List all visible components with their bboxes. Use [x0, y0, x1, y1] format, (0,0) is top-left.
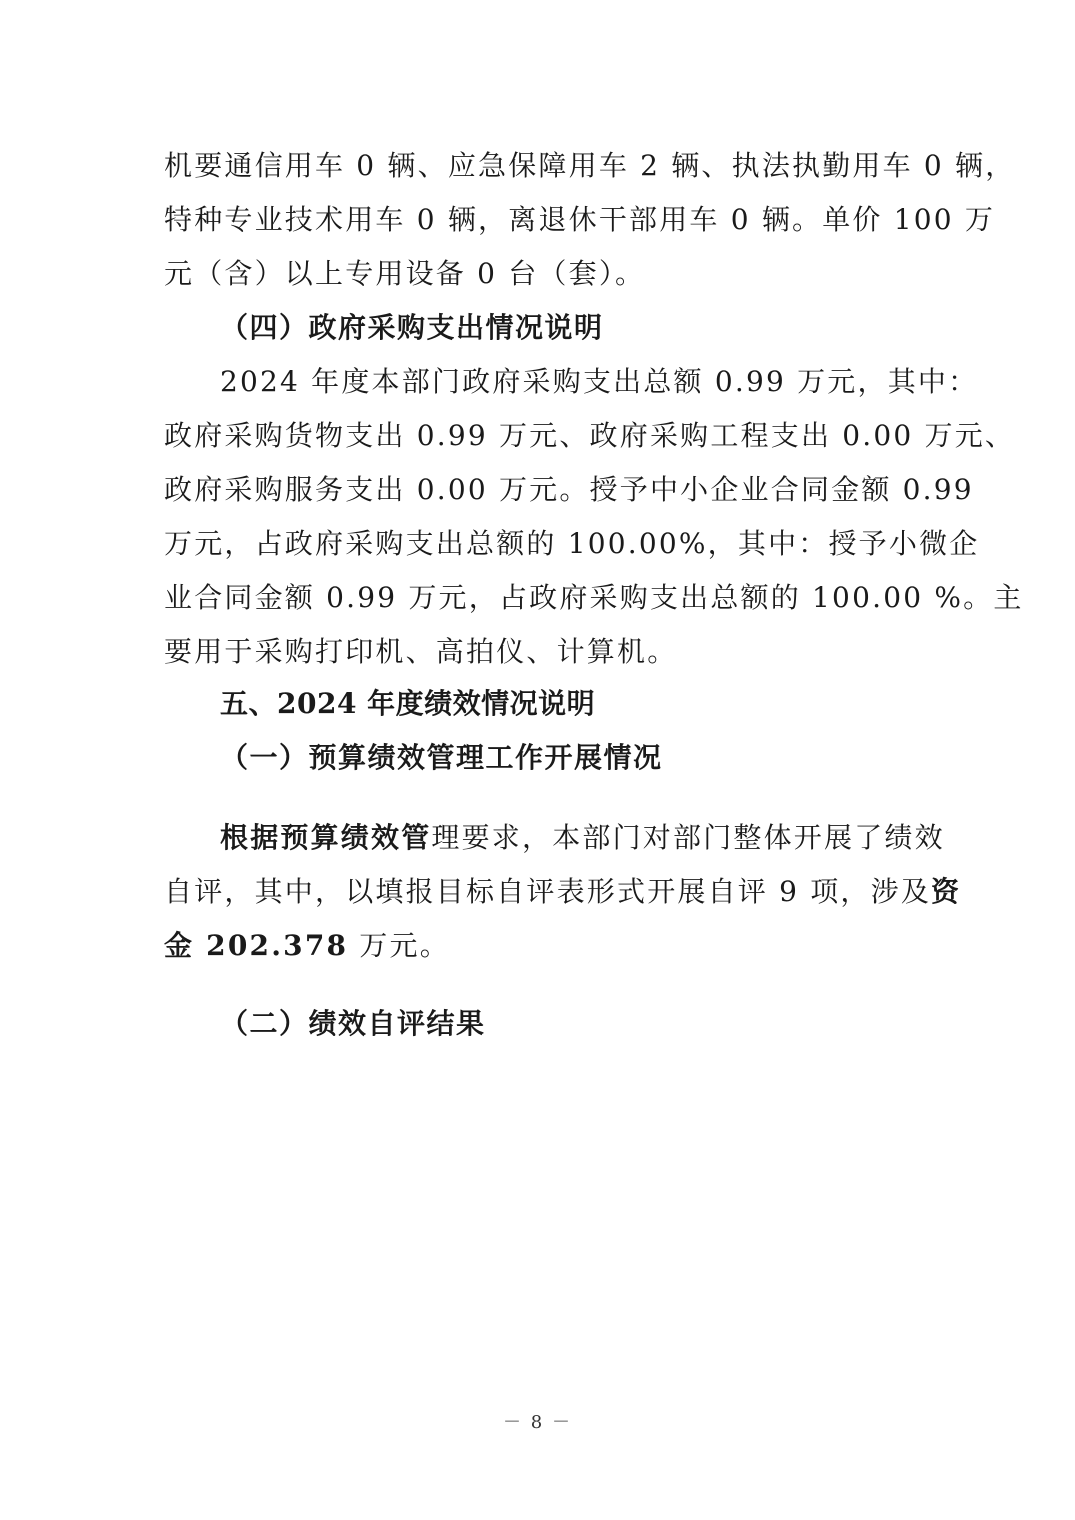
body-text-line: [164, 872, 962, 912]
body-text-line: 政府采购货物支出 0.99 万元、政府采购工程支出 0.00 万元、: [164, 419, 1016, 452]
body-text-line: 业合同金额 0.99 万元，占政府采购支出总额的 100.00 %。主: [164, 581, 1024, 614]
section-heading-performance: 五、2024 年度绩效情况说明: [220, 687, 596, 720]
body-text-line: 要用于采购打印机、高拍仪、计算机。: [164, 635, 678, 668]
bold-text: 根据预算绩效管: [220, 821, 432, 854]
body-text: 万元。: [348, 929, 450, 962]
body-text-line: 元（含）以上专用设备 0 台（套）。: [164, 257, 646, 290]
bold-text: 金 202.378: [164, 929, 349, 962]
bold-text: 资: [931, 875, 962, 908]
body-text-line: 特种专业技术用车 0 辆，离退休干部用车 0 辆。单价 100 万: [164, 203, 996, 236]
body-text-line: 机要通信用车 0 辆、应急保障用车 2 辆、执法执勤用车 0 辆，: [164, 149, 1016, 182]
body-text: 自评，其中，以填报目标自评表形式开展自评 9 项，涉及: [164, 875, 932, 908]
section-heading-self-evaluation-results: （二）绩效自评结果: [220, 1007, 486, 1040]
body-text-line: 万元，占政府采购支出总额的 100.00%，其中：授予小微企: [164, 527, 980, 560]
body-text-line: [164, 926, 914, 966]
section-heading-budget-management: （一）预算绩效管理工作开展情况: [220, 741, 663, 774]
body-text: 理要求，本部门对部门整体开展了绩效: [431, 821, 945, 854]
page-number: － 8 －: [503, 1412, 572, 1433]
body-text-line: 政府采购服务支出 0.00 万元。授予中小企业合同金额 0.99: [164, 473, 974, 506]
body-text-line: 2024 年度本部门政府采购支出总额 0.99 万元，其中：: [220, 365, 979, 398]
body-text-line: [220, 818, 945, 858]
section-heading-procurement: （四）政府采购支出情况说明: [220, 311, 604, 344]
